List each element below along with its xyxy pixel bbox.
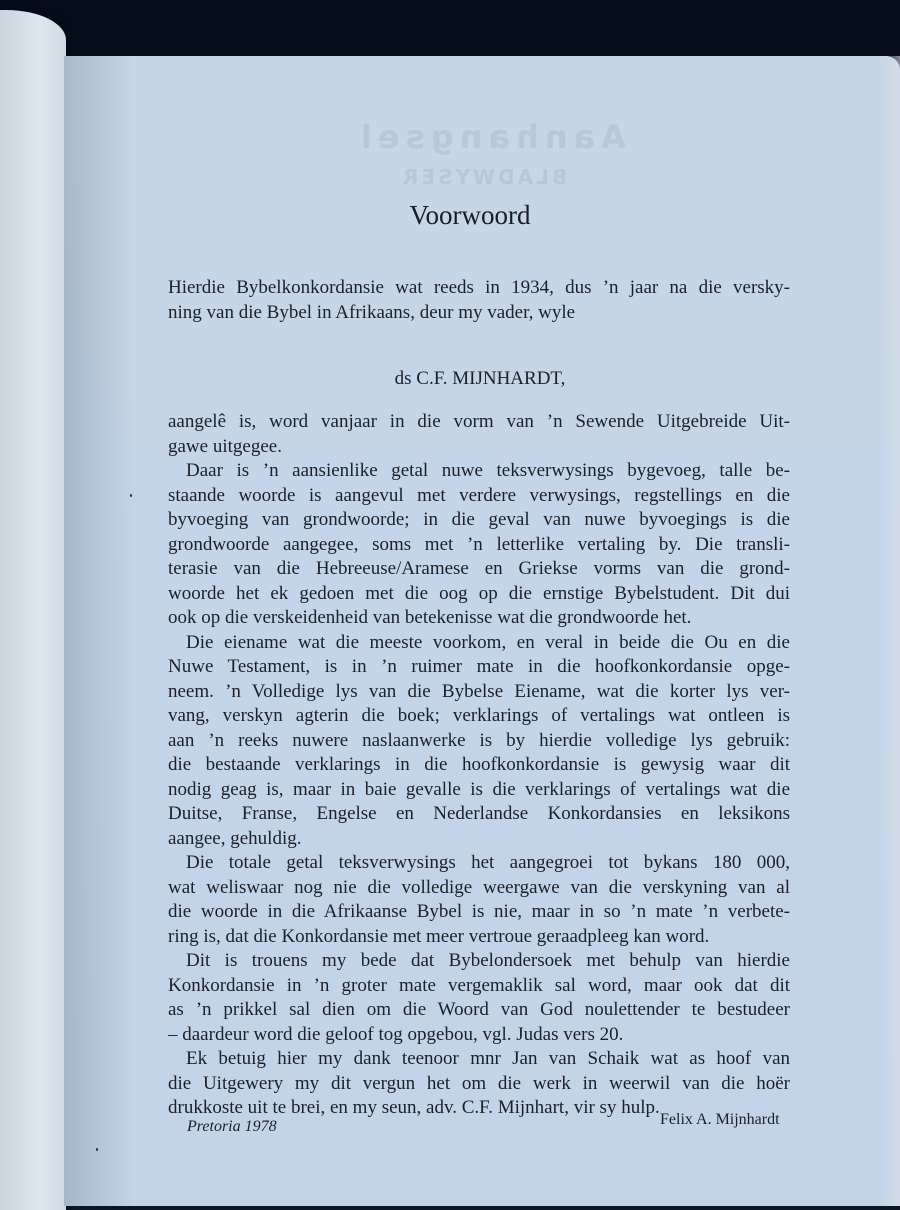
text-line: Hierdie Bybelkonkordansie wat reeds in 1934, dus ’n jaar na die versky- <box>168 277 790 298</box>
text-line: Duitse, Franse, Engelse en Nederlandse Konkordansies en leksikons <box>168 803 790 824</box>
text-line: die Uitgewery my dit vergun het om die werk in weerwil van die hoër <box>168 1072 790 1094</box>
text-line: staande woorde is aangevul met verdere verwysings, regstellings en die <box>168 484 790 506</box>
body-text <box>168 410 790 1121</box>
left-page-edge <box>0 10 66 1210</box>
text-line: Konkordansie in ’n groter mate vergemaklik sal word, maar ook dat dit <box>168 974 790 996</box>
text-line: Daar is ’n aansienlike getal nuwe teksverwysings bygevoeg, talle be- <box>186 460 790 481</box>
text-line: aangee, gehuldig. <box>168 827 302 849</box>
text-line: aan ’n reeks nuwere naslaanwerke is by hierdie volledige lys gebruik: <box>168 729 790 751</box>
text-line: ook op die verskeidenheid van betekenisse wat die grondwoorde het. <box>168 607 692 628</box>
text-line: wat weliswaar nog nie die volledige weergawe van die verskyning van al <box>168 876 790 898</box>
bleed-through-title: Aanhangsel <box>355 118 626 156</box>
bleed-through-subtitle: BLADWYSER <box>400 165 568 189</box>
text-line: – daardeur word die geloof tog opgebou, vgl. Judas vers 20. <box>168 1023 624 1045</box>
text-line: as ’n prikkel sal dien om die Woord van God noulettender te bestudeer <box>168 999 790 1020</box>
text-line: die bestaande verklarings in die hoofkonkordansie is gewysig waar dit <box>168 754 790 775</box>
text-line: grondwoorde aangegee, soms met ’n letterlike vertaling by. Die transli- <box>168 533 790 555</box>
text-line: drukkoste uit te brei, en my seun, adv. C.F. Mijnhart, vir sy hulp. <box>168 1097 660 1118</box>
text-line: ning van die Bybel in Afrikaans, deur my vader, wyle <box>168 301 576 323</box>
signature: Felix A. Mijnhardt <box>660 1111 780 1128</box>
dedication-name: ds C.F. MIJNHARDT, <box>394 368 566 389</box>
text-line: ring is, dat die Konkordansie met meer vertroue geraadpleeg kan word. <box>168 925 710 947</box>
text-line: woorde het ek gedoen met die oog op die ernstige Bybelstudent. Dit dui <box>168 582 790 604</box>
text-line: Nuwe Testament, is in ’n ruimer mate in die hoofkonkordansie opge- <box>168 656 790 677</box>
text-line: aangelê is, word vanjaar in die vorm van ’n Sewende Uitgebreide Uit- <box>168 411 790 432</box>
text-line: nodig geag is, maar in baie gevalle is die verklarings of vertalings wat die <box>168 778 790 800</box>
text-line: Die eiename wat die meeste voorkom, en veral in beide die Ou en die <box>186 631 790 653</box>
text-line: gawe uitgegee. <box>168 435 282 457</box>
text-line: vang, verskyn agterin die boek; verklarings of vertalings wat ontleen is <box>168 705 790 726</box>
place-date: Pretoria 1978 <box>187 1118 277 1135</box>
text-line: terasie van die Hebreeuse/Aramese en Griekse vorms van die grond- <box>168 558 790 579</box>
text-line: Die totale getal teksverwysings het aangegroei tot bykans 180 000, <box>186 852 790 873</box>
text-line: Dit is trouens my bede dat Bybelondersoek met behulp van hierdie <box>186 950 790 971</box>
page-title: Voorwoord <box>409 200 531 230</box>
paper-speck <box>96 1148 98 1151</box>
text-line: Ek betuig hier my dank teenoor mnr Jan van Schaik wat as hoof van <box>186 1048 790 1069</box>
text-line: die woorde in die Afrikaanse Bybel is nie, maar in so ’n mate ’n verbete- <box>168 901 790 922</box>
text-line: byvoeging van grondwoorde; in die geval van nuwe byvoegings is die <box>168 509 790 530</box>
paper-speck <box>130 494 132 497</box>
intro-paragraph <box>168 276 790 325</box>
text-line: neem. ’n Volledige lys van die Bybelse Eiename, wat die korter lys ver- <box>168 680 790 702</box>
